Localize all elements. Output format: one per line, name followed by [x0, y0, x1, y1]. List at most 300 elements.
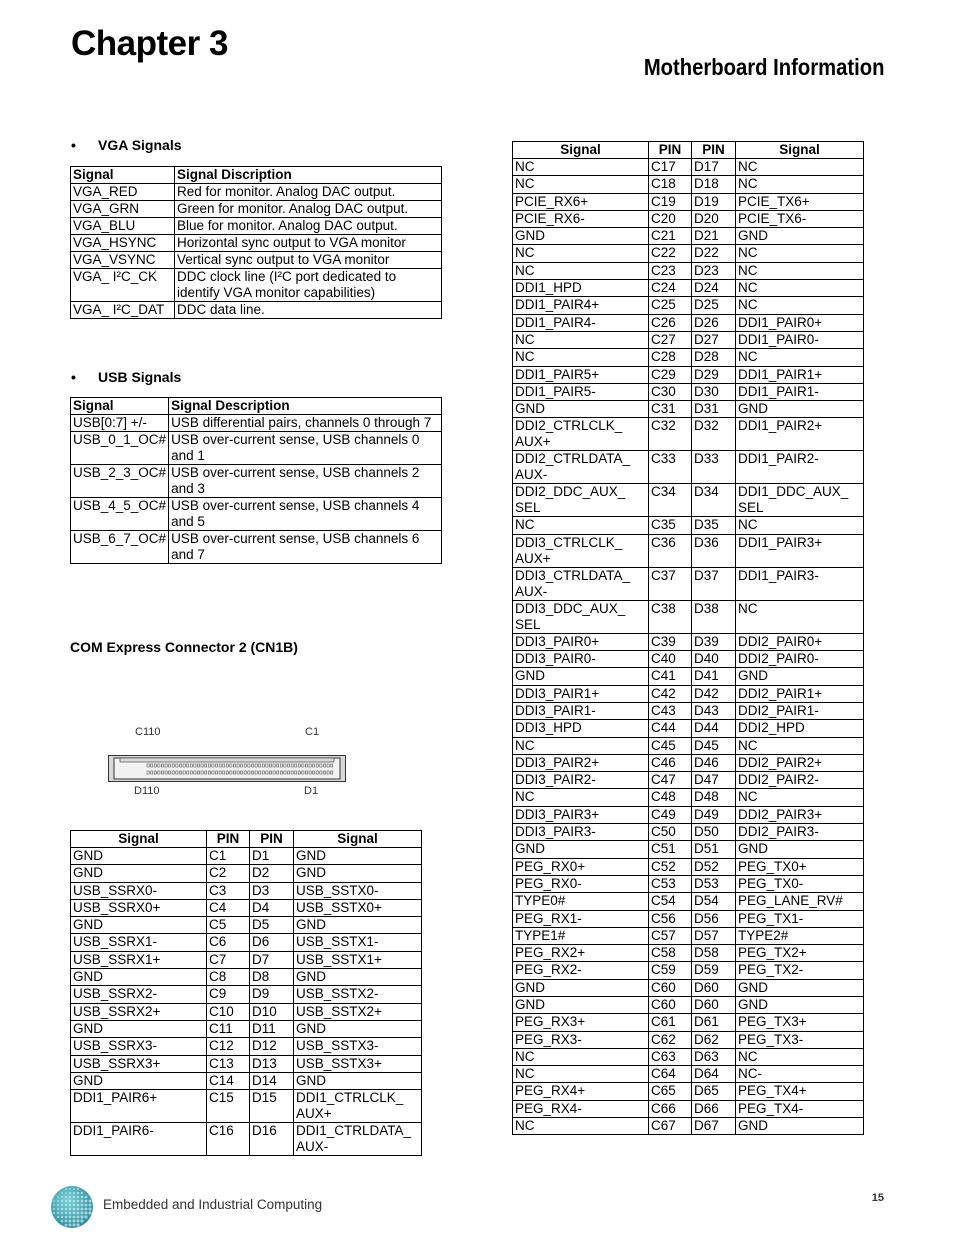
table-cell: DDC data line. [175, 302, 442, 319]
table-cell: NC [513, 349, 649, 366]
table-row [513, 685, 864, 702]
table-cell: NC [513, 331, 649, 348]
table-cell: C57 [649, 927, 692, 944]
table-cell: D27 [692, 331, 736, 348]
table-cell: D46 [692, 754, 736, 771]
table-cell: D6 [250, 934, 294, 951]
table-cell: DDI3_PAIR3- [513, 824, 649, 841]
table-cell: GND [71, 848, 207, 865]
table-cell: D20 [692, 210, 736, 227]
table-cell: C23 [649, 262, 692, 279]
table-cell: DDI2_PAIR0- [736, 651, 864, 668]
pinout-table-left [70, 830, 422, 1156]
table-cell: C24 [649, 280, 692, 297]
table-cell: PEG_TX0- [736, 875, 864, 892]
table-cell: C60 [649, 996, 692, 1013]
table-row [513, 789, 864, 806]
table-cell: D10 [250, 1003, 294, 1020]
table-row [71, 1072, 422, 1089]
table-cell: DDI2_CTRLDATA_ AUX- [513, 451, 649, 484]
table-row [513, 159, 864, 176]
table-cell: DDI1_PAIR2+ [736, 418, 864, 451]
table-row [71, 865, 422, 882]
table-cell: D54 [692, 893, 736, 910]
table-cell: VGA_BLU [71, 218, 175, 235]
table-cell: DDI1_PAIR3- [736, 567, 864, 600]
table-cell: C40 [649, 651, 692, 668]
table-cell: C18 [649, 176, 692, 193]
table-cell: D50 [692, 824, 736, 841]
table-cell: USB_SSTX3+ [294, 1055, 422, 1072]
table-cell: D40 [692, 651, 736, 668]
table-cell: GND [736, 996, 864, 1013]
table-cell: GND [736, 979, 864, 996]
table-cell: NC [513, 1118, 649, 1135]
table-cell: C36 [649, 534, 692, 567]
table-cell: PEG_TX2+ [736, 945, 864, 962]
page-number: 15 [871, 1192, 884, 1204]
table-cell: PEG_RX3+ [513, 1014, 649, 1031]
table-cell: D7 [250, 951, 294, 968]
usb-heading [71, 369, 181, 385]
table-row [513, 600, 864, 633]
table-cell: C53 [649, 875, 692, 892]
table-cell: D23 [692, 262, 736, 279]
table-cell: C31 [649, 401, 692, 418]
table-cell: USB over-current sense, USB channels 0 and 1 [169, 432, 442, 465]
table-cell: DDI1_HPD [513, 280, 649, 297]
table-cell: GND [71, 865, 207, 882]
table-cell: DDI1_CTRLDATA_ AUX- [294, 1123, 422, 1156]
table-row [513, 280, 864, 297]
table-cell: DDI2_PAIR1+ [736, 685, 864, 702]
table-cell: USB_6_7_OC# [71, 531, 169, 564]
table-cell: NC [736, 297, 864, 314]
table-cell: C34 [649, 484, 692, 517]
table-cell: USB_0_1_OC# [71, 432, 169, 465]
table-cell: DDI1_CTRLCLK_ AUX+ [294, 1090, 422, 1123]
table-cell: NC [736, 159, 864, 176]
table-cell: D15 [250, 1090, 294, 1123]
table-cell: C9 [207, 986, 250, 1003]
table-cell: C25 [649, 297, 692, 314]
table-cell: D35 [692, 517, 736, 534]
table-row [71, 1123, 422, 1156]
table-cell: C4 [207, 899, 250, 916]
table-cell: D53 [692, 875, 736, 892]
table-row [71, 302, 442, 319]
table-cell: DDI2_PAIR3- [736, 824, 864, 841]
table-row [513, 331, 864, 348]
table-cell: PEG_RX4+ [513, 1083, 649, 1100]
table-cell: DDI1_PAIR1+ [736, 366, 864, 383]
table-cell: VGA_GRN [71, 201, 175, 218]
table-cell: C15 [207, 1090, 250, 1123]
table-row [513, 314, 864, 331]
table-cell: D18 [692, 176, 736, 193]
table-cell: GND [513, 401, 649, 418]
table-cell: D36 [692, 534, 736, 567]
table-cell: D62 [692, 1031, 736, 1048]
footer-text: Embedded and Industrial Computing [103, 1197, 323, 1212]
table-cell: Green for monitor. Analog DAC output. [175, 201, 442, 218]
table-cell: C67 [649, 1118, 692, 1135]
table-cell: GND [294, 848, 422, 865]
table-cell: D49 [692, 806, 736, 823]
table-cell: D22 [692, 245, 736, 262]
table-cell: DDI1_PAIR0- [736, 331, 864, 348]
table-cell: C17 [649, 159, 692, 176]
table-cell: PEG_RX2+ [513, 945, 649, 962]
usb-heading-text: USB Signals [98, 369, 182, 385]
table-cell: GND [736, 401, 864, 418]
table-cell: VGA_HSYNC [71, 235, 175, 252]
table-header: Signal [736, 142, 864, 159]
table-row [513, 651, 864, 668]
table-cell: DDI2_PAIR3+ [736, 806, 864, 823]
table-cell: C10 [207, 1003, 250, 1020]
table-cell: DDI1_PAIR5+ [513, 366, 649, 383]
table-cell: GND [736, 1118, 864, 1135]
table-header: Signal [71, 167, 175, 184]
table-cell: GND [294, 969, 422, 986]
table-cell: NC [736, 176, 864, 193]
table-cell: GND [71, 917, 207, 934]
table-cell: D21 [692, 228, 736, 245]
table-row [513, 534, 864, 567]
table-cell: DDI3_PAIR0- [513, 651, 649, 668]
table-row [71, 252, 442, 269]
table-row [513, 979, 864, 996]
table-row [71, 1003, 422, 1020]
chapter-title: Chapter 3 [71, 24, 228, 63]
table-row [513, 1100, 864, 1117]
table-cell: C35 [649, 517, 692, 534]
table-cell: D32 [692, 418, 736, 451]
table-cell: NC [736, 517, 864, 534]
table-cell: C39 [649, 633, 692, 650]
table-row [513, 910, 864, 927]
table-cell: USB_SSTX2- [294, 986, 422, 1003]
table-row [71, 184, 442, 201]
table-cell: GND [513, 979, 649, 996]
table-cell: NC [736, 1048, 864, 1065]
table-cell: C59 [649, 962, 692, 979]
table-cell: C47 [649, 772, 692, 789]
table-cell: GND [71, 1072, 207, 1089]
table-cell: D57 [692, 927, 736, 944]
table-cell: DDI2_PAIR0+ [736, 633, 864, 650]
table-cell: D34 [692, 484, 736, 517]
table-cell: NC [736, 737, 864, 754]
table-cell: C49 [649, 806, 692, 823]
connector-diagram [108, 755, 346, 782]
table-row [513, 366, 864, 383]
table-cell: DDI1_DDC_AUX_ SEL [736, 484, 864, 517]
table-cell: C65 [649, 1083, 692, 1100]
table-cell: D8 [250, 969, 294, 986]
table-cell: DDI3_PAIR2- [513, 772, 649, 789]
table-cell: VGA_ I²C_CK [71, 269, 175, 302]
table-cell: GND [736, 841, 864, 858]
table-cell: GND [294, 917, 422, 934]
table-row [71, 531, 442, 564]
table-cell: PEG_TX2- [736, 962, 864, 979]
table-cell: D1 [250, 848, 294, 865]
table-row [513, 401, 864, 418]
table-cell: D58 [692, 945, 736, 962]
table-row [513, 210, 864, 227]
table-cell: D17 [692, 159, 736, 176]
table-cell: C28 [649, 349, 692, 366]
table-cell: C61 [649, 1014, 692, 1031]
table-row [513, 633, 864, 650]
table-cell: Vertical sync output to VGA monitor [175, 252, 442, 269]
table-cell: D52 [692, 858, 736, 875]
table-row [513, 228, 864, 245]
table-cell: DDI1_PAIR1- [736, 383, 864, 400]
table-cell: DDI3_DDC_AUX_ SEL [513, 600, 649, 633]
table-row [71, 432, 442, 465]
table-row [513, 245, 864, 262]
table-cell: PCIE_TX6- [736, 210, 864, 227]
table-cell: GND [294, 1020, 422, 1037]
table-cell: GND [736, 668, 864, 685]
table-header: Signal [71, 831, 207, 848]
table-cell: GND [71, 969, 207, 986]
table-cell: D64 [692, 1066, 736, 1083]
table-row [513, 720, 864, 737]
table-row [513, 927, 864, 944]
table-cell: C20 [649, 210, 692, 227]
table-header: Signal [71, 398, 169, 415]
table-cell: C13 [207, 1055, 250, 1072]
bullet-icon: • [71, 137, 76, 153]
connector-label-c110: C110 [135, 726, 161, 738]
table-cell: NC [513, 737, 649, 754]
table-row [513, 841, 864, 858]
table-row [71, 465, 442, 498]
table-cell: C12 [207, 1038, 250, 1055]
table-cell: DDI1_PAIR5- [513, 383, 649, 400]
table-cell: C44 [649, 720, 692, 737]
table-cell: PCIE_RX6- [513, 210, 649, 227]
table-row [513, 193, 864, 210]
table-cell: TYPE0# [513, 893, 649, 910]
table-header: PIN [649, 142, 692, 159]
table-cell: DDI1_PAIR0+ [736, 314, 864, 331]
bullet-icon: • [71, 369, 76, 385]
table-cell: DDI2_PAIR2+ [736, 754, 864, 771]
connector-label-d1: D1 [304, 785, 319, 797]
table-cell: NC [736, 262, 864, 279]
table-cell: DDI3_PAIR3+ [513, 806, 649, 823]
table-cell: D33 [692, 451, 736, 484]
table-cell: NC [513, 1048, 649, 1065]
table-cell: C22 [649, 245, 692, 262]
table-row [71, 1055, 422, 1072]
table-cell: D13 [250, 1055, 294, 1072]
table-cell: NC [736, 600, 864, 633]
table-cell: PCIE_RX6+ [513, 193, 649, 210]
table-cell: C7 [207, 951, 250, 968]
connector-label-d110: D110 [134, 785, 160, 797]
table-cell: NC [513, 1066, 649, 1083]
table-row [71, 882, 422, 899]
table-cell: DDI1_PAIR6- [71, 1123, 207, 1156]
table-cell: NC [513, 245, 649, 262]
table-cell: USB_SSTX3- [294, 1038, 422, 1055]
table-cell: PEG_RX3- [513, 1031, 649, 1048]
table-cell: USB_SSTX1- [294, 934, 422, 951]
table-cell: USB_SSRX2- [71, 986, 207, 1003]
table-cell: D67 [692, 1118, 736, 1135]
table-row [513, 1031, 864, 1048]
table-cell: DDI2_CTRLCLK_ AUX+ [513, 418, 649, 451]
table-row [513, 772, 864, 789]
table-cell: C33 [649, 451, 692, 484]
table-row [71, 899, 422, 916]
table-row [513, 754, 864, 771]
table-row [513, 806, 864, 823]
table-cell: DDI1_PAIR4+ [513, 297, 649, 314]
table-header: Signal Description [169, 398, 442, 415]
table-cell: DDI2_HPD [736, 720, 864, 737]
table-cell: USB_SSRX0- [71, 882, 207, 899]
table-row [513, 1083, 864, 1100]
table-cell: DDI3_CTRLCLK_ AUX+ [513, 534, 649, 567]
table-cell: USB_SSRX3+ [71, 1055, 207, 1072]
table-cell: D66 [692, 1100, 736, 1117]
table-cell: D11 [250, 1020, 294, 1037]
table-cell: PEG_RX0+ [513, 858, 649, 875]
table-row [71, 218, 442, 235]
table-cell: D61 [692, 1014, 736, 1031]
table-row [71, 848, 422, 865]
table-cell: Horizontal sync output to VGA monitor [175, 235, 442, 252]
table-cell: PEG_RX2- [513, 962, 649, 979]
table-cell: USB_SSRX0+ [71, 899, 207, 916]
table-cell: D38 [692, 600, 736, 633]
table-cell: C32 [649, 418, 692, 451]
table-row [71, 1038, 422, 1055]
table-cell: D25 [692, 297, 736, 314]
table-row [71, 986, 422, 1003]
table-cell: GND [513, 228, 649, 245]
table-cell: C50 [649, 824, 692, 841]
table-cell: PEG_RX1- [513, 910, 649, 927]
section-title: Motherboard Information [643, 54, 884, 80]
table-cell: D29 [692, 366, 736, 383]
table-cell: USB over-current sense, USB channels 4 and 5 [169, 498, 442, 531]
table-cell: USB_SSTX1+ [294, 951, 422, 968]
table-row [513, 517, 864, 534]
table-row [513, 824, 864, 841]
table-cell: USB_SSTX0- [294, 882, 422, 899]
table-cell: C51 [649, 841, 692, 858]
table-cell: DDI2_PAIR2- [736, 772, 864, 789]
connector-heading: COM Express Connector 2 (CN1B) [70, 639, 298, 655]
table-cell: D41 [692, 668, 736, 685]
table-cell: PEG_LANE_RV# [736, 893, 864, 910]
table-cell: C42 [649, 685, 692, 702]
table-cell: C63 [649, 1048, 692, 1065]
table-cell: C60 [649, 979, 692, 996]
table-cell: C45 [649, 737, 692, 754]
table-cell: D12 [250, 1038, 294, 1055]
table-cell: NC [736, 349, 864, 366]
table-header: Signal [513, 142, 649, 159]
table-cell: GND [736, 228, 864, 245]
table-cell: D42 [692, 685, 736, 702]
table-cell: DDI3_CTRLDATA_ AUX- [513, 567, 649, 600]
table-row [513, 567, 864, 600]
table-cell: USB_SSTX2+ [294, 1003, 422, 1020]
table-cell: D39 [692, 633, 736, 650]
table-row [71, 969, 422, 986]
table-row [513, 451, 864, 484]
table-cell: D9 [250, 986, 294, 1003]
table-cell: C8 [207, 969, 250, 986]
table-row [71, 269, 442, 302]
table-cell: C3 [207, 882, 250, 899]
table-row [71, 934, 422, 951]
table-cell: GND [513, 996, 649, 1013]
table-row [513, 484, 864, 517]
pinout-table-right [512, 141, 864, 1135]
table-cell: DDI3_HPD [513, 720, 649, 737]
table-header: PIN [692, 142, 736, 159]
table-cell: USB_SSTX0+ [294, 899, 422, 916]
table-cell: DDI1_PAIR6+ [71, 1090, 207, 1123]
table-cell: DDI2_PAIR1- [736, 702, 864, 719]
table-cell: D19 [692, 193, 736, 210]
table-cell: D65 [692, 1083, 736, 1100]
connector-label-c1: C1 [305, 726, 320, 738]
table-cell: PEG_TX0+ [736, 858, 864, 875]
table-cell: DDI1_PAIR4- [513, 314, 649, 331]
table-row [71, 235, 442, 252]
table-cell: NC [513, 159, 649, 176]
table-cell: USB_SSRX2+ [71, 1003, 207, 1020]
table-cell: USB_SSRX3- [71, 1038, 207, 1055]
table-cell: USB[0:7] +/- [71, 415, 169, 432]
table-cell: GND [513, 841, 649, 858]
table-cell: NC [736, 245, 864, 262]
table-cell: DDI3_PAIR1+ [513, 685, 649, 702]
table-row [71, 201, 442, 218]
table-cell: Blue for monitor. Analog DAC output. [175, 218, 442, 235]
table-cell: PEG_RX4- [513, 1100, 649, 1117]
table-cell: D16 [250, 1123, 294, 1156]
table-cell: NC [513, 517, 649, 534]
table-cell: NC [513, 176, 649, 193]
table-header: Signal Discription [175, 167, 442, 184]
table-cell: C29 [649, 366, 692, 383]
table-cell: C38 [649, 600, 692, 633]
table-row [513, 858, 864, 875]
table-row [71, 951, 422, 968]
table-cell: D43 [692, 702, 736, 719]
table-cell: PEG_TX4+ [736, 1083, 864, 1100]
table-row [71, 1090, 422, 1123]
table-cell: PCIE_TX6+ [736, 193, 864, 210]
table-cell: C52 [649, 858, 692, 875]
table-cell: DDI3_PAIR1- [513, 702, 649, 719]
table-cell: GND [294, 1072, 422, 1089]
table-cell: D3 [250, 882, 294, 899]
table-cell: D44 [692, 720, 736, 737]
